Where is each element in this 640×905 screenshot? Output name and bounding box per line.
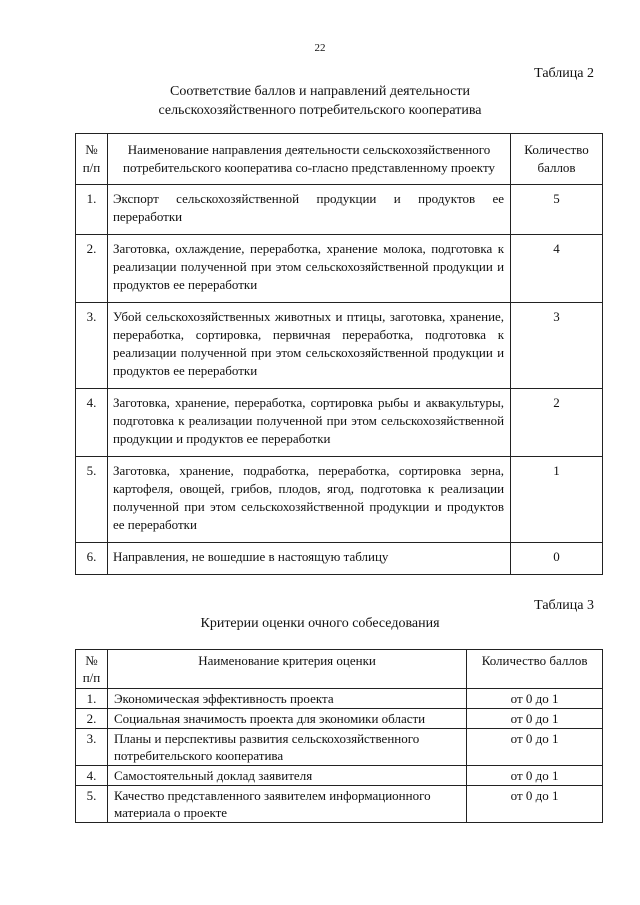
row-criterion: Экономическая эффективность проекта: [107, 689, 466, 709]
table-row: [76, 786, 603, 823]
table2-header-row: [76, 134, 603, 185]
table2-header-name: Наименование направления деятельности сельскохозяйственного потребительского кооператива со-гласно представленному проекту: [107, 134, 510, 185]
row-number: 3.: [76, 729, 108, 766]
table2-title-line-2: сельскохозяйственного потребительского кооператива: [158, 103, 482, 118]
row-criterion: Планы и перспективы развития сельскохозяйственного потребительского кооператива: [107, 729, 466, 766]
table-row: [76, 457, 603, 543]
table3-label: Таблица 3: [534, 598, 594, 613]
row-number: 4.: [76, 389, 108, 457]
page-number: 22: [314, 42, 326, 54]
row-direction: Заготовка, охлаждение, переработка, хранение молока, подготовка к реализации полученной при этом сельскохозяйственной продукции и продуктов ее переработки: [107, 235, 510, 303]
table-row: [76, 729, 603, 766]
row-number: 6.: [76, 543, 108, 575]
table3-title-line: Критерии оценки очного собеседования: [200, 616, 440, 631]
row-number: 3.: [76, 303, 108, 389]
row-criterion: Самостоятельный доклад заявителя: [107, 766, 466, 786]
row-number: 1.: [76, 185, 108, 235]
table2-header-score: Количество баллов: [511, 134, 603, 185]
table-row: [76, 303, 603, 389]
table2-title-line-1: Соответствие баллов и направлений деятельности: [170, 84, 470, 99]
row-number: 2.: [76, 235, 108, 303]
row-number: 2.: [76, 709, 108, 729]
row-score: 1: [511, 457, 603, 543]
table3-header-name: Наименование критерия оценки: [107, 650, 466, 689]
table-row: [76, 689, 603, 709]
row-score: от 0 до 1: [467, 689, 603, 709]
row-score: 0: [511, 543, 603, 575]
table-row: [76, 235, 603, 303]
table-row: [76, 543, 603, 575]
row-score: от 0 до 1: [467, 786, 603, 823]
table2-title: [0, 82, 640, 120]
table-row: [76, 709, 603, 729]
row-score: от 0 до 1: [467, 766, 603, 786]
row-direction: Убой сельскохозяйственных животных и птицы, заготовка, хранение, переработка, сортировка, первичная переработка, подготовка к реализации полученной при этом сельскохозяйственной продукции и продуктов ее переработки: [107, 303, 510, 389]
row-direction: Экспорт сельскохозяйственной продукции и продуктов ее переработки: [107, 185, 510, 235]
row-number: 4.: [76, 766, 108, 786]
table2-label: Таблица 2: [534, 66, 594, 81]
row-score: от 0 до 1: [467, 709, 603, 729]
table3-title: [0, 614, 640, 633]
table2-header-num: № п/п: [76, 134, 108, 185]
table-row: [76, 389, 603, 457]
row-score: от 0 до 1: [467, 729, 603, 766]
table2: [75, 133, 603, 575]
table-row: [76, 766, 603, 786]
row-score: 4: [511, 235, 603, 303]
row-score: 5: [511, 185, 603, 235]
table3-header-score: Количество баллов: [467, 650, 603, 689]
row-criterion: Социальная значимость проекта для экономики области: [107, 709, 466, 729]
row-number: 1.: [76, 689, 108, 709]
table3-header-row: [76, 650, 603, 689]
row-criterion: Качество представленного заявителем информационного материала о проекте: [107, 786, 466, 823]
table3-header-num: № п/п: [76, 650, 108, 689]
table-row: [76, 185, 603, 235]
row-score: 2: [511, 389, 603, 457]
row-number: 5.: [76, 786, 108, 823]
row-direction: Заготовка, хранение, переработка, сортировка рыбы и аквакультуры, подготовка к реализации полученной при этом сельскохозяйственной продукции и продуктов ее переработки: [107, 389, 510, 457]
row-number: 5.: [76, 457, 108, 543]
table3: [75, 649, 603, 823]
row-direction: Заготовка, хранение, подработка, переработка, сортировка зерна, картофеля, овощей, грибов, плодов, ягод, подготовка к реализации полученной при этом сельскохозяйственной продукции и продуктов ее переработки: [107, 457, 510, 543]
row-score: 3: [511, 303, 603, 389]
row-direction: Направления, не вошедшие в настоящую таблицу: [107, 543, 510, 575]
